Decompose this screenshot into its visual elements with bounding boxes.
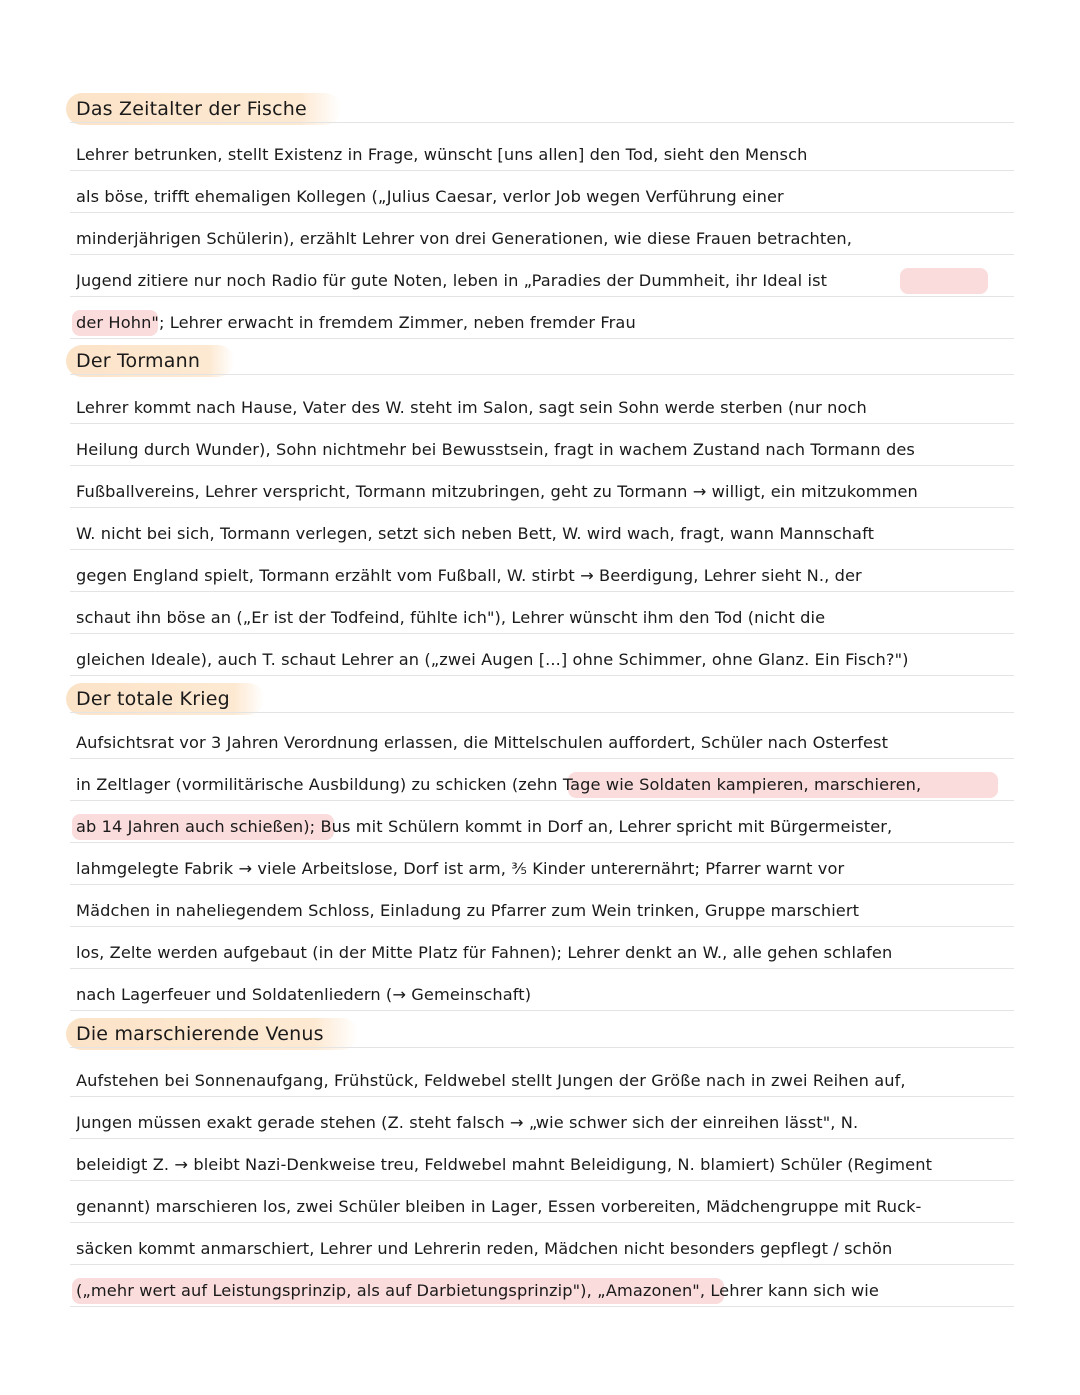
text-line: Jugend zitiere nur noch Radio für gute Noten, leben in „Paradies der Dummheit, ihr Ideal ist	[76, 271, 828, 290]
text-line: säcken kommt anmarschiert, Lehrer und Lehrerin reden, Mädchen nicht besonders gepflegt / schön	[76, 1239, 893, 1258]
ruled-line	[70, 1138, 1014, 1139]
text-line: Heilung durch Wunder), Sohn nichtmehr bei Bewusstsein, fragt in wachem Zustand nach Tormann des	[76, 440, 915, 459]
ruled-line	[70, 170, 1014, 171]
text-line: ab 14 Jahren auch schießen); Bus mit Schülern kommt in Dorf an, Lehrer spricht mit Bürgermeister,	[76, 817, 893, 836]
section-title-tormann: Der Tormann	[66, 345, 234, 377]
ruled-line	[70, 1264, 1014, 1265]
text-line: beleidigt Z. → bleibt Nazi-Denkweise treu, Feldwebel mahnt Beleidigung, N. blamiert) Schüler (Regiment	[76, 1155, 933, 1174]
ruled-line	[70, 633, 1014, 634]
ruled-line	[70, 338, 1014, 339]
text-line: Mädchen in naheliegendem Schloss, Einladung zu Pfarrer zum Wein trinken, Gruppe marschiert	[76, 901, 860, 920]
text-line: W. nicht bei sich, Tormann verlegen, setzt sich neben Bett, W. wird wach, fragt, wann Mannschaft	[76, 524, 875, 543]
text-line: Jungen müssen exakt gerade stehen (Z. steht falsch → „wie schwer sich der einreihen lässt", N.	[76, 1113, 859, 1132]
section-title-venus: Die marschierende Venus	[66, 1018, 358, 1050]
text-line: los, Zelte werden aufgebaut (in der Mitte Platz für Fahnen); Lehrer denkt an W., alle gehen schlafen	[76, 943, 893, 962]
text-line: Lehrer betrunken, stellt Existenz in Frage, wünscht [uns allen] den Tod, sieht den Mensch	[76, 145, 808, 164]
text-line: minderjährigen Schülerin), erzählt Lehrer von drei Generationen, wie diese Frauen betrachten,	[76, 229, 852, 248]
ruled-line	[70, 884, 1014, 885]
ruled-line	[70, 591, 1014, 592]
text-line: lahmgelegte Fabrik → viele Arbeitslose, Dorf ist arm, ⅗ Kinder unterernährt; Pfarrer warnt vor	[76, 859, 845, 878]
ruled-line	[70, 374, 1014, 375]
ruled-line	[70, 842, 1014, 843]
section-title-zeitalter: Das Zeitalter der Fische	[66, 93, 341, 125]
ruled-line	[70, 296, 1014, 297]
ruled-line	[70, 1306, 1014, 1307]
section-title-krieg: Der totale Krieg	[66, 683, 264, 715]
ruled-line	[70, 712, 1014, 713]
text-line: gegen England spielt, Tormann erzählt vom Fußball, W. stirbt → Beerdigung, Lehrer sieht N., der	[76, 566, 862, 585]
text-line: Lehrer kommt nach Hause, Vater des W. steht im Salon, sagt sein Sohn werde sterben (nur noch	[76, 398, 867, 417]
ruled-line	[70, 212, 1014, 213]
ruled-line	[70, 926, 1014, 927]
text-line: nach Lagerfeuer und Soldatenliedern (→ Gemeinschaft)	[76, 985, 532, 1004]
ruled-line	[70, 254, 1014, 255]
ruled-line	[70, 758, 1014, 759]
text-line: („mehr wert auf Leistungsprinzip, als auf Darbietungsprinzip"), „Amazonen", Lehrer kann sich wie	[76, 1281, 879, 1300]
ruled-line	[70, 465, 1014, 466]
ruled-line	[70, 507, 1014, 508]
text-line: Aufstehen bei Sonnenaufgang, Frühstück, Feldwebel stellt Jungen der Größe nach in zwei Reihen auf,	[76, 1071, 906, 1090]
ruled-line	[70, 968, 1014, 969]
text-line: Fußballvereins, Lehrer verspricht, Tormann mitzubringen, geht zu Tormann → willigt, ein mitzukommen	[76, 482, 918, 501]
ruled-line	[70, 675, 1014, 676]
ruled-line	[70, 1096, 1014, 1097]
ruled-line	[70, 423, 1014, 424]
text-line: in Zeltlager (vormilitärische Ausbildung) zu schicken (zehn Tage wie Soldaten kampieren, marschieren,	[76, 775, 922, 794]
ruled-line	[70, 1180, 1014, 1181]
text-line: der Hohn"; Lehrer erwacht in fremdem Zimmer, neben fremder Frau	[76, 313, 636, 332]
ruled-line	[70, 1010, 1014, 1011]
ruled-line	[70, 122, 1014, 123]
ruled-line	[70, 549, 1014, 550]
ruled-line	[70, 1222, 1014, 1223]
text-line: als böse, trifft ehemaligen Kollegen („Julius Caesar, verlor Job wegen Verführung einer	[76, 187, 784, 206]
text-line: schaut ihn böse an („Er ist der Todfeind, fühlte ich"), Lehrer wünscht ihm den Tod (nicht die	[76, 608, 826, 627]
ruled-line	[70, 1047, 1014, 1048]
text-line: Aufsichtsrat vor 3 Jahren Verordnung erlassen, die Mittelschulen auffordert, Schüler nach Osterfest	[76, 733, 889, 752]
text-line: genannt) marschieren los, zwei Schüler bleiben in Lager, Essen vorbereiten, Mädchengruppe mit Ruck-	[76, 1197, 922, 1216]
text-line: gleichen Ideale), auch T. schaut Lehrer an („zwei Augen [...] ohne Schimmer, ohne Glanz. Ein Fisch?")	[76, 650, 909, 669]
ruled-line	[70, 800, 1014, 801]
